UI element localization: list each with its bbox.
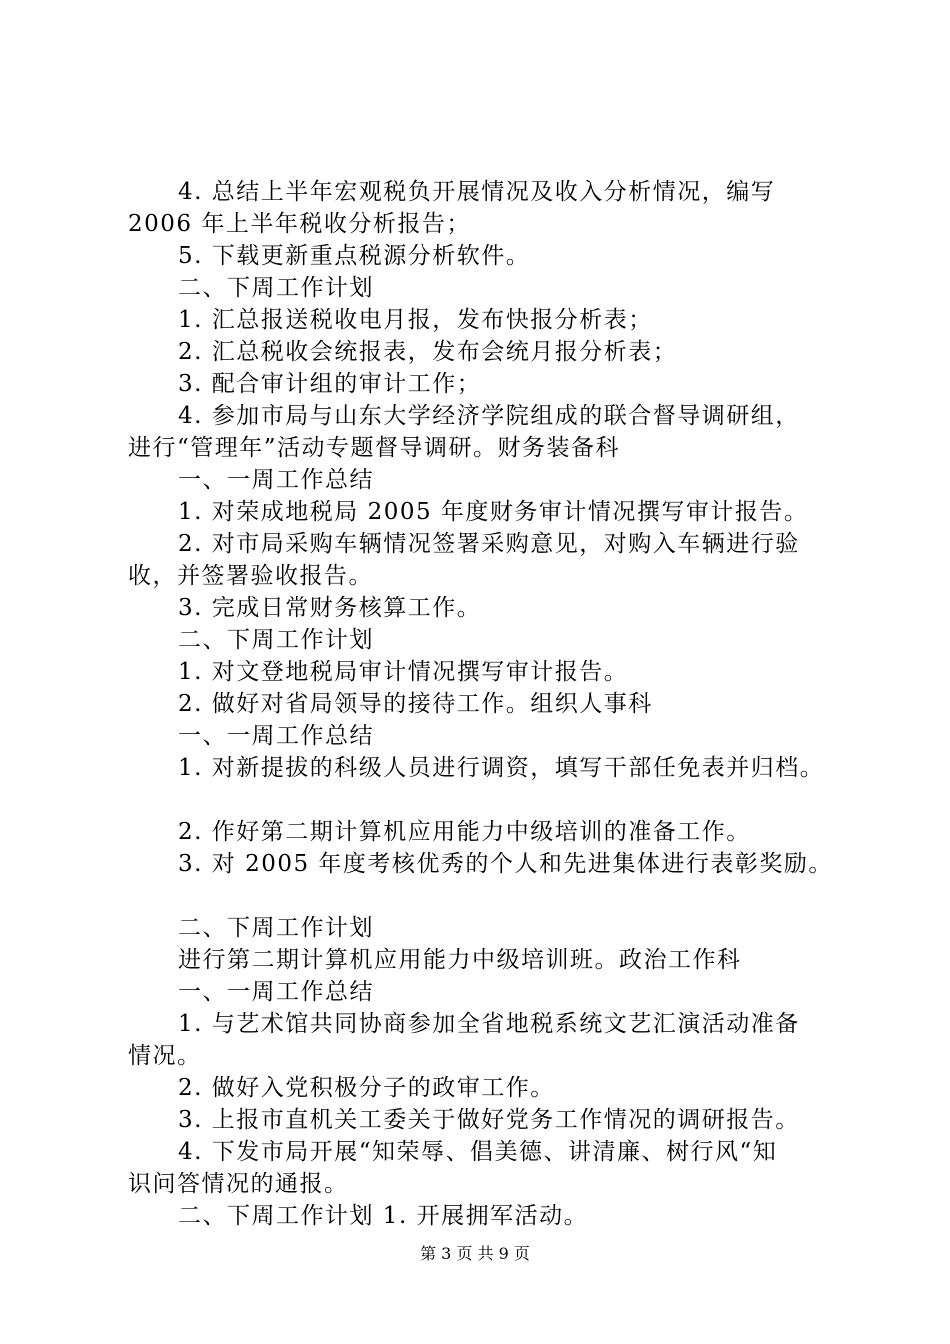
section-heading: 二、下周工作计划 — [178, 627, 374, 653]
document-body — [128, 176, 838, 1232]
text-line: 2. 作好第二期计算机应用能力中级培训的准备工作。 — [178, 819, 751, 845]
text-line: 3. 配合审计组的审计工作； — [178, 371, 482, 397]
text-line: 5. 下载更新重点税源分析软件。 — [178, 243, 531, 269]
page-footer: 第 3 页 共 9 页 — [420, 1244, 530, 1263]
blank-line — [128, 880, 838, 912]
text-line: 1. 汇总报送税收电月报，发布快报分析表； — [178, 307, 653, 333]
text-line: 1. 与艺术馆共同协商参加全省地税系统文艺汇演活动准备 — [178, 1011, 800, 1037]
section-heading: 二、下周工作计划 — [178, 915, 374, 941]
blank-line — [128, 784, 838, 816]
text-line: 识问答情况的通报。 — [128, 1171, 349, 1197]
text-line: 2. 做好入党积极分子的政审工作。 — [178, 1075, 555, 1101]
text-line: 2. 汇总税收会统报表，发布会统月报分析表； — [178, 339, 678, 365]
text-line: 1. 对荣成地税局 2005 年度财务审计情况撰写审计报告。 — [178, 499, 809, 525]
text-line: 进行“管理年”活动专题督导调研。财务装备科 — [128, 435, 621, 461]
text-line: 2006 年上半年税收分析报告； — [128, 211, 471, 237]
text-line: 3. 上报市直机关工委关于做好党务工作情况的调研报告。 — [178, 1107, 800, 1133]
text-line: 1. 对文登地税局审计情况撰写审计报告。 — [178, 659, 629, 685]
text-line: 4. 下发市局开展“知荣辱、倡美德、讲清廉、树行风“知 — [178, 1139, 778, 1165]
text-line: 4. 总结上半年宏观税负开展情况及收入分析情况，编写 — [178, 179, 776, 205]
text-line: 3. 完成日常财务核算工作。 — [178, 595, 482, 621]
section-heading: 一、一周工作总结 — [178, 723, 374, 749]
text-line: 2. 做好对省局领导的接待工作。组织人事科 — [178, 691, 653, 717]
text-line: 二、下周工作计划 1. 开展拥军活动。 — [178, 1203, 589, 1229]
text-line: 3. 对 2005 年度考核优秀的个人和先进集体进行表彰奖励。 — [178, 851, 833, 877]
section-heading: 一、一周工作总结 — [178, 467, 374, 493]
text-line: 收，并签署验收报告。 — [128, 563, 373, 589]
text-line: 1. 对新提拔的科级人员进行调资，填写干部任免表并归档。 — [178, 755, 825, 781]
section-heading: 二、下周工作计划 — [178, 275, 374, 301]
text-line: 4. 参加市局与山东大学经济学院组成的联合督导调研组， — [178, 403, 800, 429]
text-line: 进行第二期计算机应用能力中级培训班。政治工作科 — [178, 947, 742, 973]
text-line: 2. 对市局采购车辆情况签署采购意见，对购入车辆进行验 — [178, 531, 800, 557]
text-line: 情况。 — [128, 1043, 202, 1069]
section-heading: 一、一周工作总结 — [178, 979, 374, 1005]
